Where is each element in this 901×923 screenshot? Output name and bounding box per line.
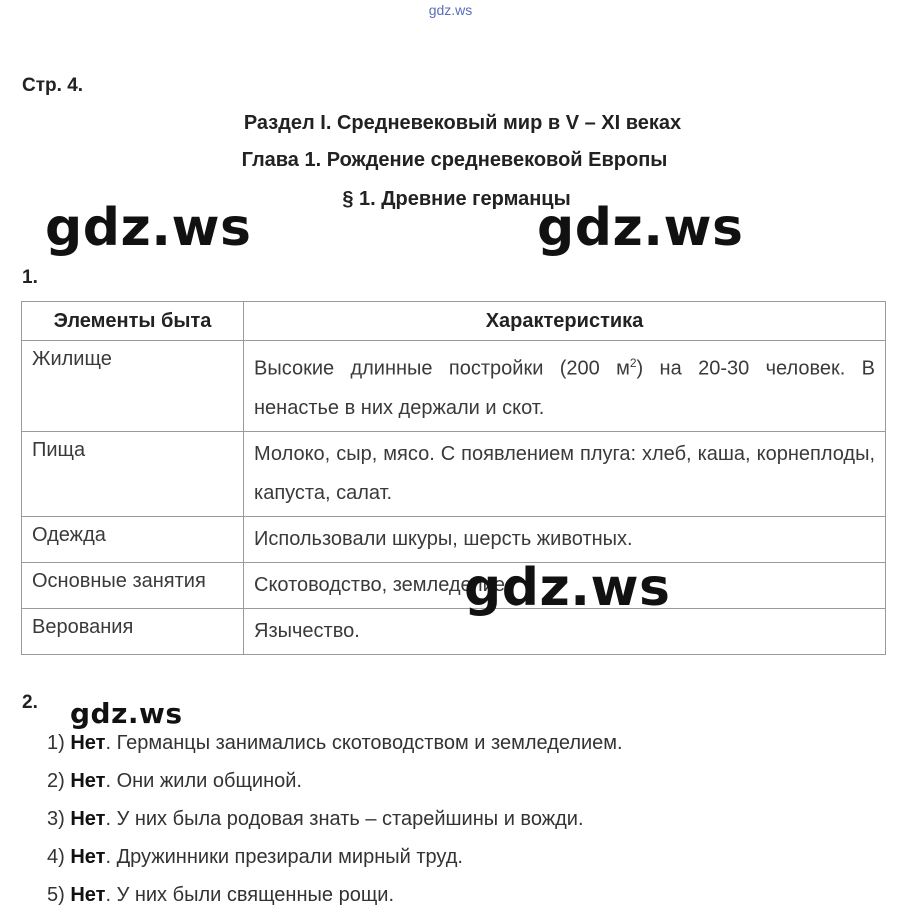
- watermark: gdz.ws: [537, 198, 744, 258]
- row-element: Верования: [22, 608, 244, 654]
- table-row: [22, 516, 886, 562]
- answers-list: [47, 728, 623, 918]
- row-characteristic: Скотоводство, земледелие.: [244, 562, 886, 608]
- header-elements: Элементы быта: [22, 302, 244, 341]
- list-item: 4) Нет. Дружинники презирали мирный труд.: [47, 846, 463, 868]
- table-row: [22, 562, 886, 608]
- row-element: Одежда: [22, 516, 244, 562]
- header-characteristic: Характеристика: [244, 302, 886, 341]
- row-characteristic: Использовали шкуры, шерсть животных.: [244, 516, 886, 562]
- task-2-number: 2.: [22, 692, 38, 713]
- page-reference: Стр. 4.: [22, 75, 84, 96]
- paragraph-heading: § 1. Древние германцы: [342, 188, 571, 210]
- list-item: 5) Нет. У них были священные рощи.: [47, 884, 395, 906]
- list-item: 2) Нет. Они жили общиной.: [47, 770, 302, 792]
- table-row: [22, 431, 886, 516]
- table-row: [22, 341, 886, 432]
- row-element: Основные занятия: [22, 562, 244, 608]
- watermark: gdz.ws: [464, 558, 671, 618]
- watermark: gdz.ws: [70, 697, 183, 730]
- table-row: [22, 608, 886, 654]
- section-heading: Раздел I. Средневековый мир в V – XI веках: [243, 112, 682, 134]
- watermark: gdz.ws: [45, 198, 252, 258]
- table-header-row: [22, 302, 886, 341]
- list-item: 1) Нет. Германцы занимались скотоводством и земледелием.: [47, 732, 623, 754]
- task-1-number: 1.: [22, 267, 38, 288]
- chapter-heading: Глава 1. Рождение средневековой Европы: [241, 149, 668, 171]
- row-characteristic: Высокие длинные постройки (200 $м^2$) на 20-30 человек. В ненастье в них держали и скот.: [244, 341, 886, 432]
- row-characteristic: Язычество.: [244, 608, 886, 654]
- list-item: 3) Нет. У них была родовая знать – старейшины и вожди.: [47, 808, 584, 830]
- everyday-life-table: [21, 301, 886, 655]
- watermark-top: gdz.ws: [428, 2, 473, 18]
- row-element: Пища: [22, 431, 244, 516]
- row-characteristic: Молоко, сыр, мясо. С появлением плуга: хлеб, каша, корнеплоды, капуста, салат.: [244, 431, 886, 516]
- row-element: Жилище: [22, 341, 244, 432]
